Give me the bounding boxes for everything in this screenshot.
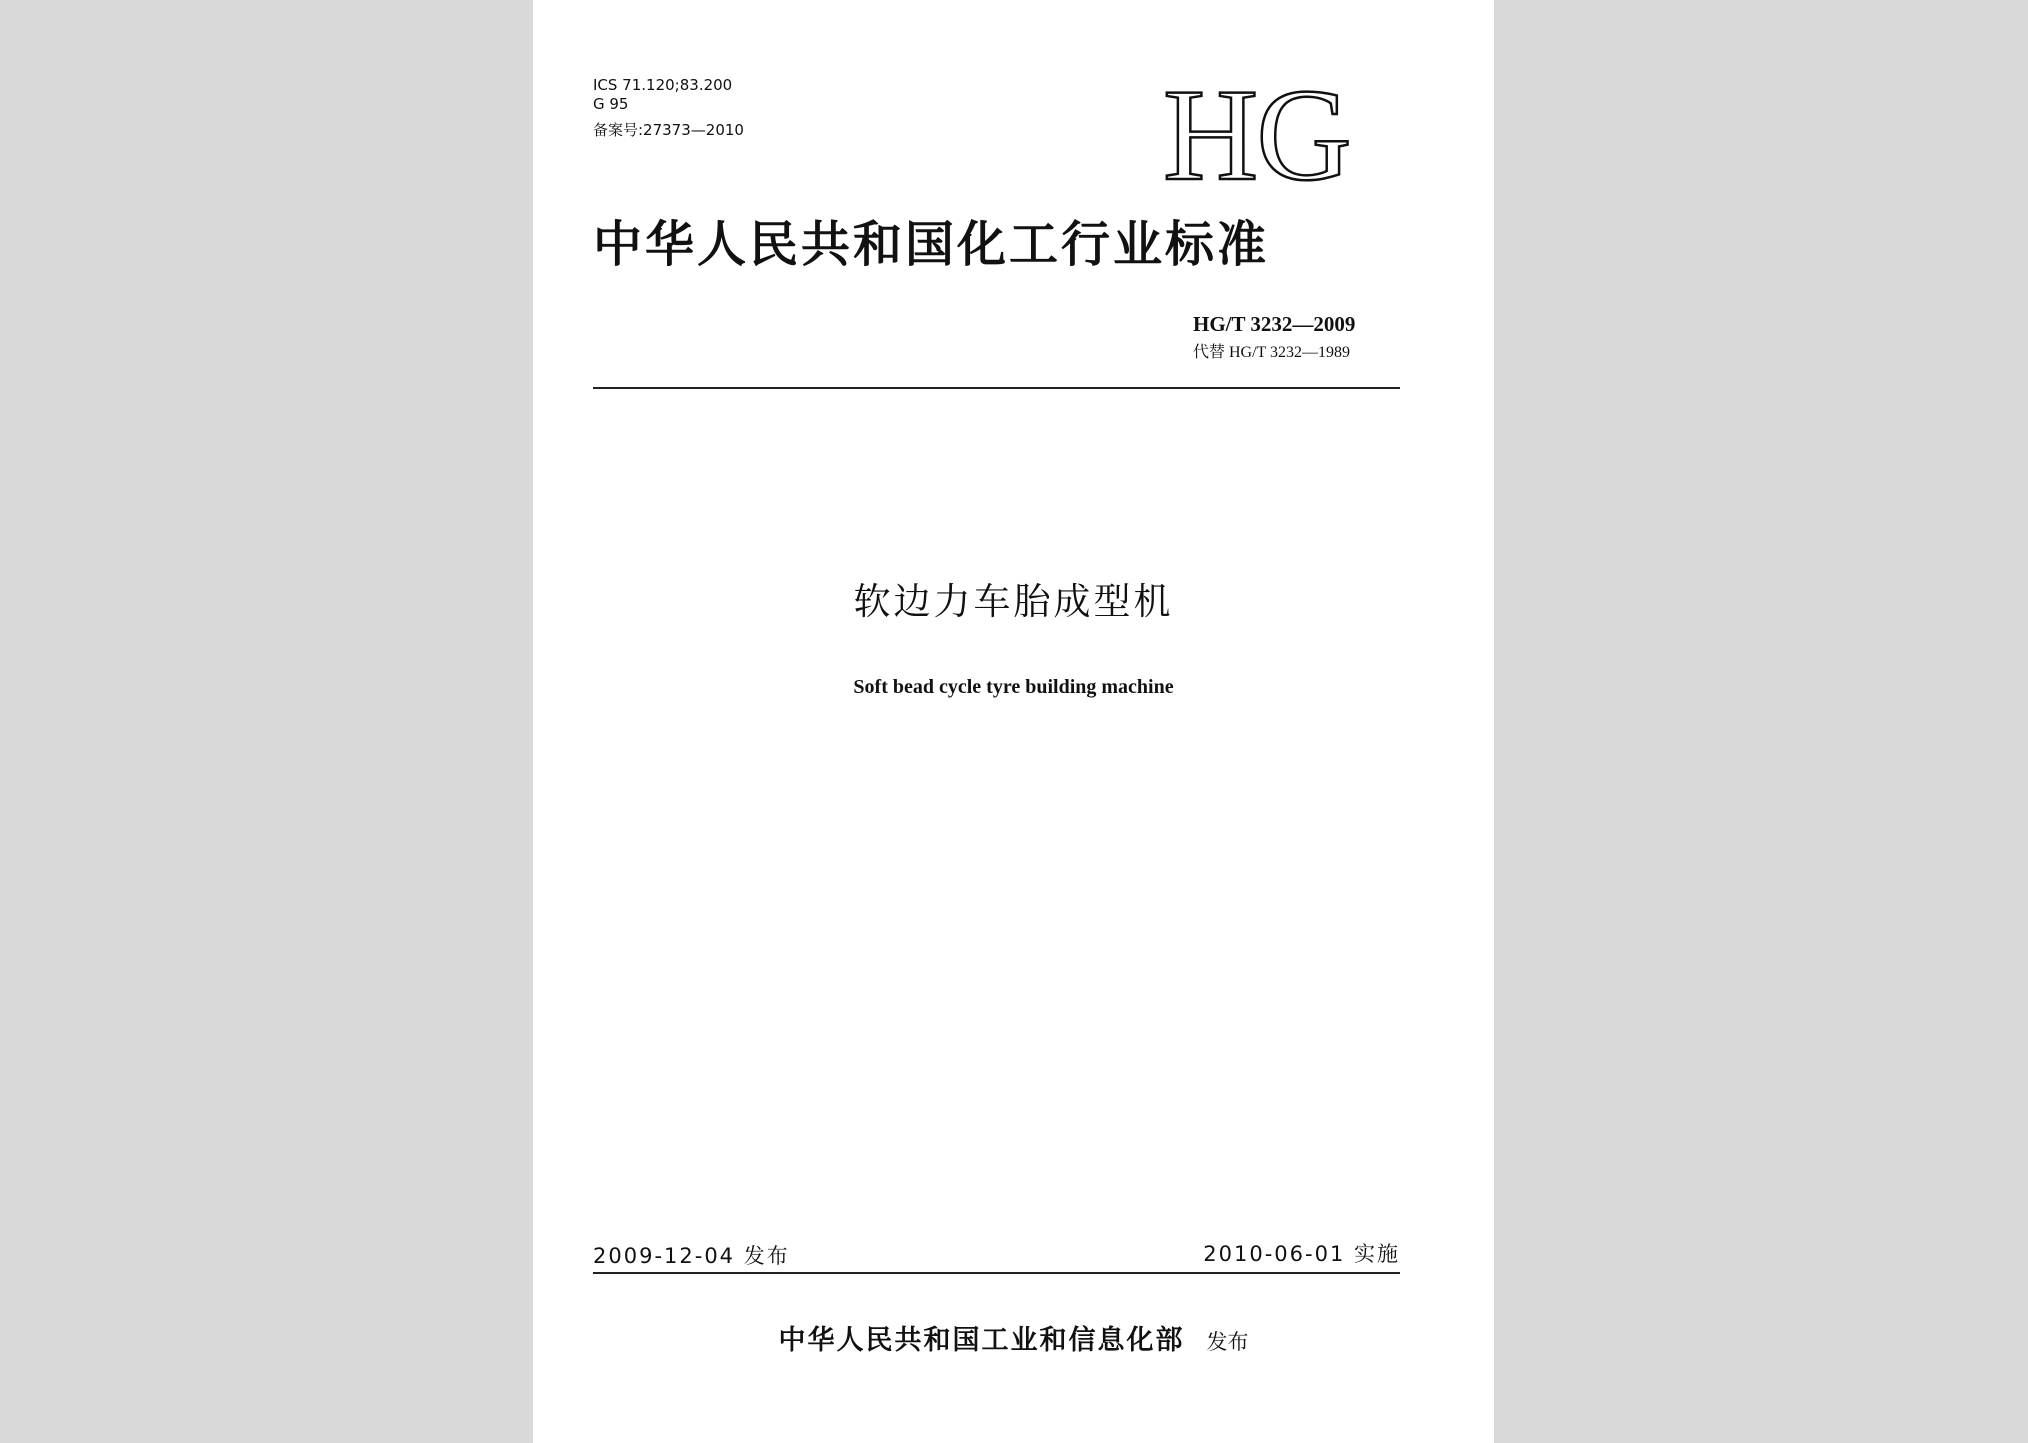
replaces-standard: 代替 HG/T 3232—1989 (1193, 344, 1351, 361)
hg-logo: HG (1163, 61, 1350, 208)
document-title-en: Soft bead cycle tyre building machine (853, 676, 1174, 698)
publisher-line (533, 1320, 1494, 1363)
filing-number: 备案号:27373—2010 (593, 121, 744, 139)
publisher-label: 发布 (1206, 1330, 1249, 1354)
header-title: 中华人民共和国化工行业标准 (593, 216, 1270, 273)
effective-date: 2010-06-01 实施 (1203, 1242, 1400, 1266)
standard-code: HG/T 3232—2009 (1193, 312, 1356, 336)
header-divider (593, 387, 1400, 389)
document-title-cn: 软边力车胎成型机 (853, 580, 1174, 623)
ics-code: ICS 71.120;83.200 (593, 76, 733, 94)
issue-date: 2009-12-04 发布 (593, 1244, 790, 1268)
ccs-code: G 95 (593, 95, 629, 113)
document-page (533, 0, 1494, 1443)
footer-divider (593, 1272, 1400, 1274)
publisher-org: 中华人民共和国工业和信息化部 (778, 1325, 1185, 1356)
